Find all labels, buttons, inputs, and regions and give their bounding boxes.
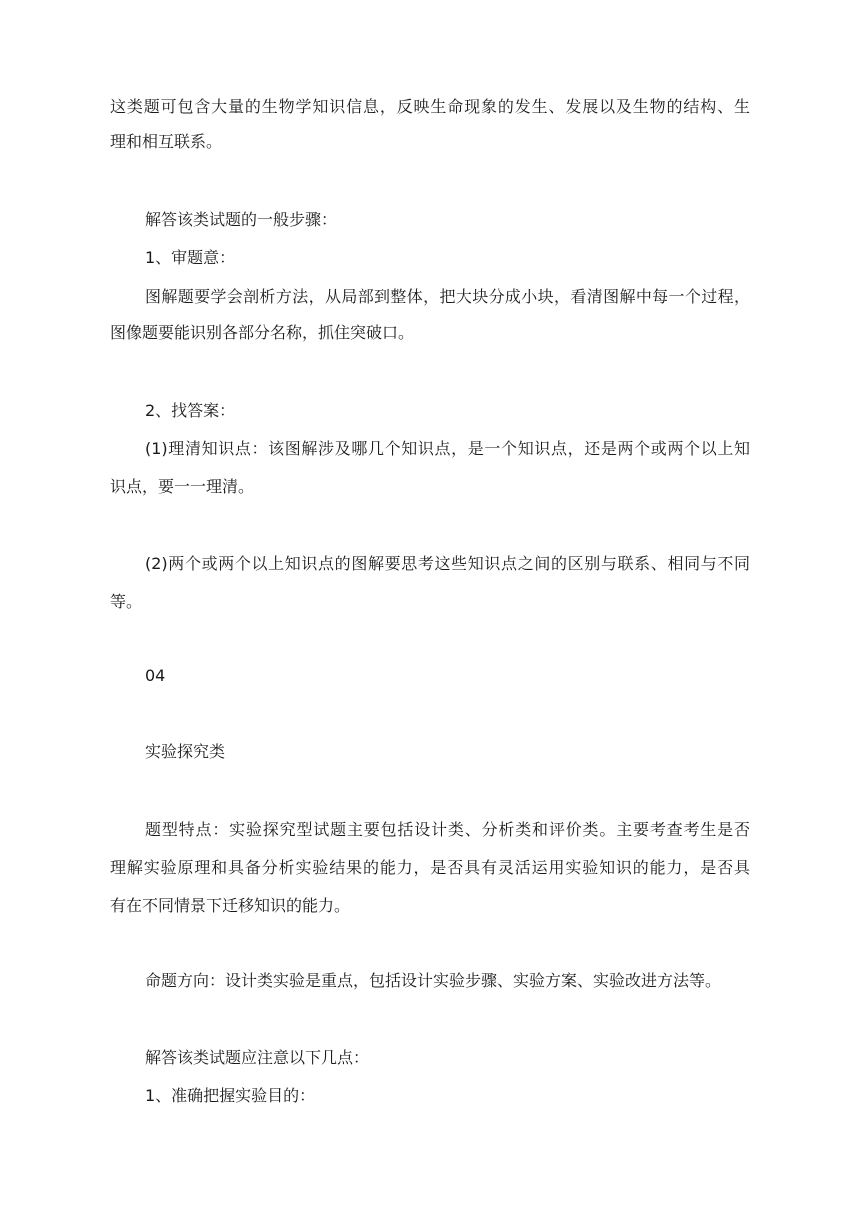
step-2-item-2-line-1: (2)两个或两个以上知识点的图解要思考这些知识点之间的区别与联系、相同与不同 [145, 554, 750, 573]
section-title: 实验探究类 [145, 742, 226, 761]
intro-paragraph-line-2: 理和相互联系。 [110, 132, 223, 151]
features-line-1: 题型特点：实验探究型试题主要包括设计类、分析类和评价类。主要考查考生是否 [145, 820, 750, 839]
notes-heading: 解答该类试题应注意以下几点： [145, 1048, 370, 1067]
direction-paragraph: 命题方向：设计类实验是重点，包括设计实验步骤、实验方案、实验改进方法等。 [145, 971, 722, 990]
note-1: 1、准确把握实验目的： [145, 1086, 316, 1105]
step-2-item-1-line-1: (1)理清知识点：该图解涉及哪几个知识点，是一个知识点，还是两个或两个以上知 [145, 439, 750, 458]
step-1-body-line-2: 图像题要能识别各部分名称，抓住突破口。 [110, 323, 415, 342]
section-number: 04 [145, 666, 166, 685]
step-1-title: 1、审题意： [145, 248, 236, 267]
steps-heading: 解答该类试题的一般步骤： [145, 210, 338, 229]
intro-paragraph-line-1: 这类题可包含大量的生物学知识信息，反映生命现象的发生、发展以及生物的结构、生 [110, 97, 750, 116]
features-line-3: 有在不同情景下迁移知识的能力。 [110, 896, 351, 915]
features-line-2: 理解实验原理和具备分析实验结果的能力，是否具有灵活运用实验知识的能力，是否具 [110, 858, 750, 877]
step-2-item-2-line-2: 等。 [110, 592, 143, 611]
step-2-title: 2、找答案： [145, 401, 236, 420]
step-1-body-line-1: 图解题要学会剖析方法，从局部到整体，把大块分成小块，看清图解中每一个过程， [145, 287, 750, 306]
step-2-item-1-line-2: 识点，要一一理清。 [110, 477, 255, 496]
